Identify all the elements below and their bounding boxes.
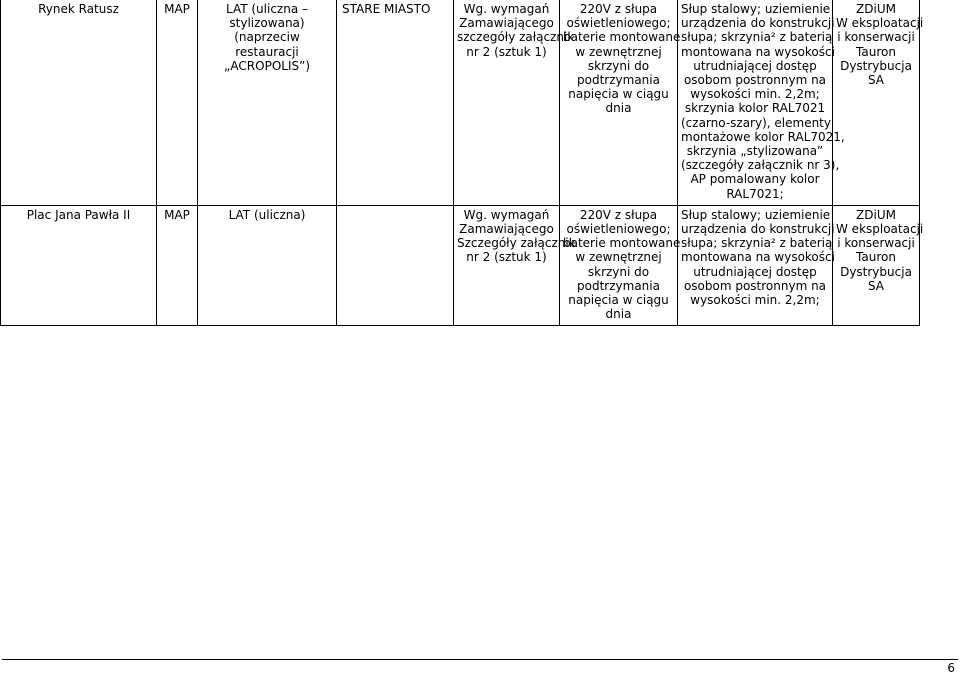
cell-line: oświetleniowego; xyxy=(566,222,671,237)
cell-line: Dystrybucja xyxy=(840,264,912,279)
cell-line: 220V z słupa xyxy=(579,207,658,222)
cell-line: (szczegóły załącznik nr 3), xyxy=(681,158,840,173)
cell-line: SA xyxy=(867,73,885,88)
cell-line: oświetleniowego; xyxy=(566,16,671,31)
mounting-cell xyxy=(678,205,833,326)
location-cell xyxy=(1,0,157,205)
cell-line: W eksploatacji xyxy=(836,16,924,31)
power-cell xyxy=(560,205,681,326)
cell-line: 220V z słupa xyxy=(579,2,658,16)
cell-line: STARE MIASTO xyxy=(342,2,431,16)
cell-line: LAT (uliczna – xyxy=(225,2,308,16)
cell-line: montażowe kolor RAL7021, xyxy=(681,129,845,144)
table-row xyxy=(1,205,920,326)
cell-line: ZDiUM xyxy=(856,207,896,222)
category-cell xyxy=(198,205,337,326)
cell-line: Wg. wymagań xyxy=(463,207,550,222)
cell-line: montowana na wysokości xyxy=(681,250,835,265)
cell-line: napięcia w ciągu xyxy=(568,87,669,102)
category-cell xyxy=(198,0,337,205)
cell-line: osobom postronnym na xyxy=(683,73,827,88)
cell-line: LAT (uliczna) xyxy=(228,207,306,222)
cell-line: skrzynia „stylizowana” xyxy=(686,144,824,159)
cell-line: W eksploatacji xyxy=(836,222,924,237)
cell-line: w zewnętrznej xyxy=(575,250,662,265)
cell-line: RAL7021; xyxy=(726,186,784,201)
page-number: 6 xyxy=(947,661,955,675)
cell-line: urządzenia do konstrukcji xyxy=(681,222,835,237)
requirements-cell xyxy=(454,0,575,205)
cell-line: Wg. wymagań xyxy=(463,2,550,16)
cell-line: skrzyni do xyxy=(587,264,650,279)
cell-line: podtrzymania xyxy=(577,73,660,88)
cell-line: Tauron xyxy=(856,44,896,59)
cell-line: stylizowana) xyxy=(229,16,305,31)
area-cell xyxy=(337,205,454,326)
type-cell xyxy=(157,0,198,205)
cell-line: skrzyni do xyxy=(587,58,650,73)
cell-line: utrudniającej dostęp xyxy=(693,264,817,279)
cell-line: szczegóły załącznik xyxy=(457,30,575,45)
cell-line: urządzenia do konstrukcji xyxy=(681,16,835,31)
table-row xyxy=(1,0,920,205)
cell-line: wysokości min. 2,2m; xyxy=(690,87,820,102)
cell-line: AP pomalowany kolor xyxy=(690,172,820,187)
cell-line: Zamawiającego xyxy=(459,222,554,237)
cell-line: Rynek Ratusz xyxy=(38,2,119,16)
cell-line: nr 2 (sztuk 1) xyxy=(466,250,547,265)
cell-line: baterie montowane xyxy=(563,236,681,251)
cell-line: MAP xyxy=(164,2,190,16)
cell-line: ZDiUM xyxy=(856,2,896,16)
cell-line: MAP xyxy=(164,207,190,222)
cell-line: restauracji xyxy=(235,44,299,59)
cell-line: montowana na wysokości xyxy=(681,44,835,59)
cell-line: Słup stalowy; uziemienie xyxy=(681,207,831,222)
cell-line: „ACROPOLIS”) xyxy=(223,58,311,73)
equipment-table xyxy=(0,0,924,326)
cell-line: osobom postronnym na xyxy=(683,278,827,293)
cell-line: i konserwacji xyxy=(837,236,915,251)
mounting-cell xyxy=(678,0,845,205)
cell-line: napięcia w ciągu xyxy=(568,293,669,308)
cell-line: Plac Jana Pawła II xyxy=(26,207,131,222)
cell-line: baterie montowane xyxy=(563,30,681,45)
cell-line: dnia xyxy=(605,101,632,116)
cell-line: słupa; skrzynia² z baterią xyxy=(681,30,833,45)
cell-line: Słup stalowy; uziemienie xyxy=(681,2,831,16)
cell-line: Szczegóły załącznik xyxy=(457,236,576,251)
cell-line: i konserwacji xyxy=(837,30,915,45)
cell-line: Zamawiającego xyxy=(459,16,554,31)
cell-line: wysokości min. 2,2m; xyxy=(690,293,820,308)
cell-line: słupa; skrzynia² z baterią xyxy=(681,236,833,251)
cell-line: Tauron xyxy=(856,250,896,265)
cell-line: skrzynia kolor RAL7021 xyxy=(684,101,826,116)
footer-divider xyxy=(2,659,958,660)
type-cell xyxy=(157,205,198,326)
cell-line: SA xyxy=(867,278,885,293)
cell-line: dnia xyxy=(605,307,632,322)
cell-line: (czarno-szary), elementy xyxy=(681,115,831,130)
operator-cell xyxy=(833,0,924,205)
area-cell xyxy=(337,0,454,205)
cell-line: utrudniającej dostęp xyxy=(693,58,817,73)
requirements-cell xyxy=(454,205,576,326)
cell-line: Dystrybucja xyxy=(840,58,912,73)
cell-line: w zewnętrznej xyxy=(575,44,662,59)
operator-cell xyxy=(833,205,924,326)
cell-line: nr 2 (sztuk 1) xyxy=(466,44,547,59)
cell-line: (naprzeciw xyxy=(234,30,300,45)
power-cell xyxy=(560,0,681,205)
location-cell xyxy=(1,205,157,326)
cell-line: podtrzymania xyxy=(577,278,660,293)
